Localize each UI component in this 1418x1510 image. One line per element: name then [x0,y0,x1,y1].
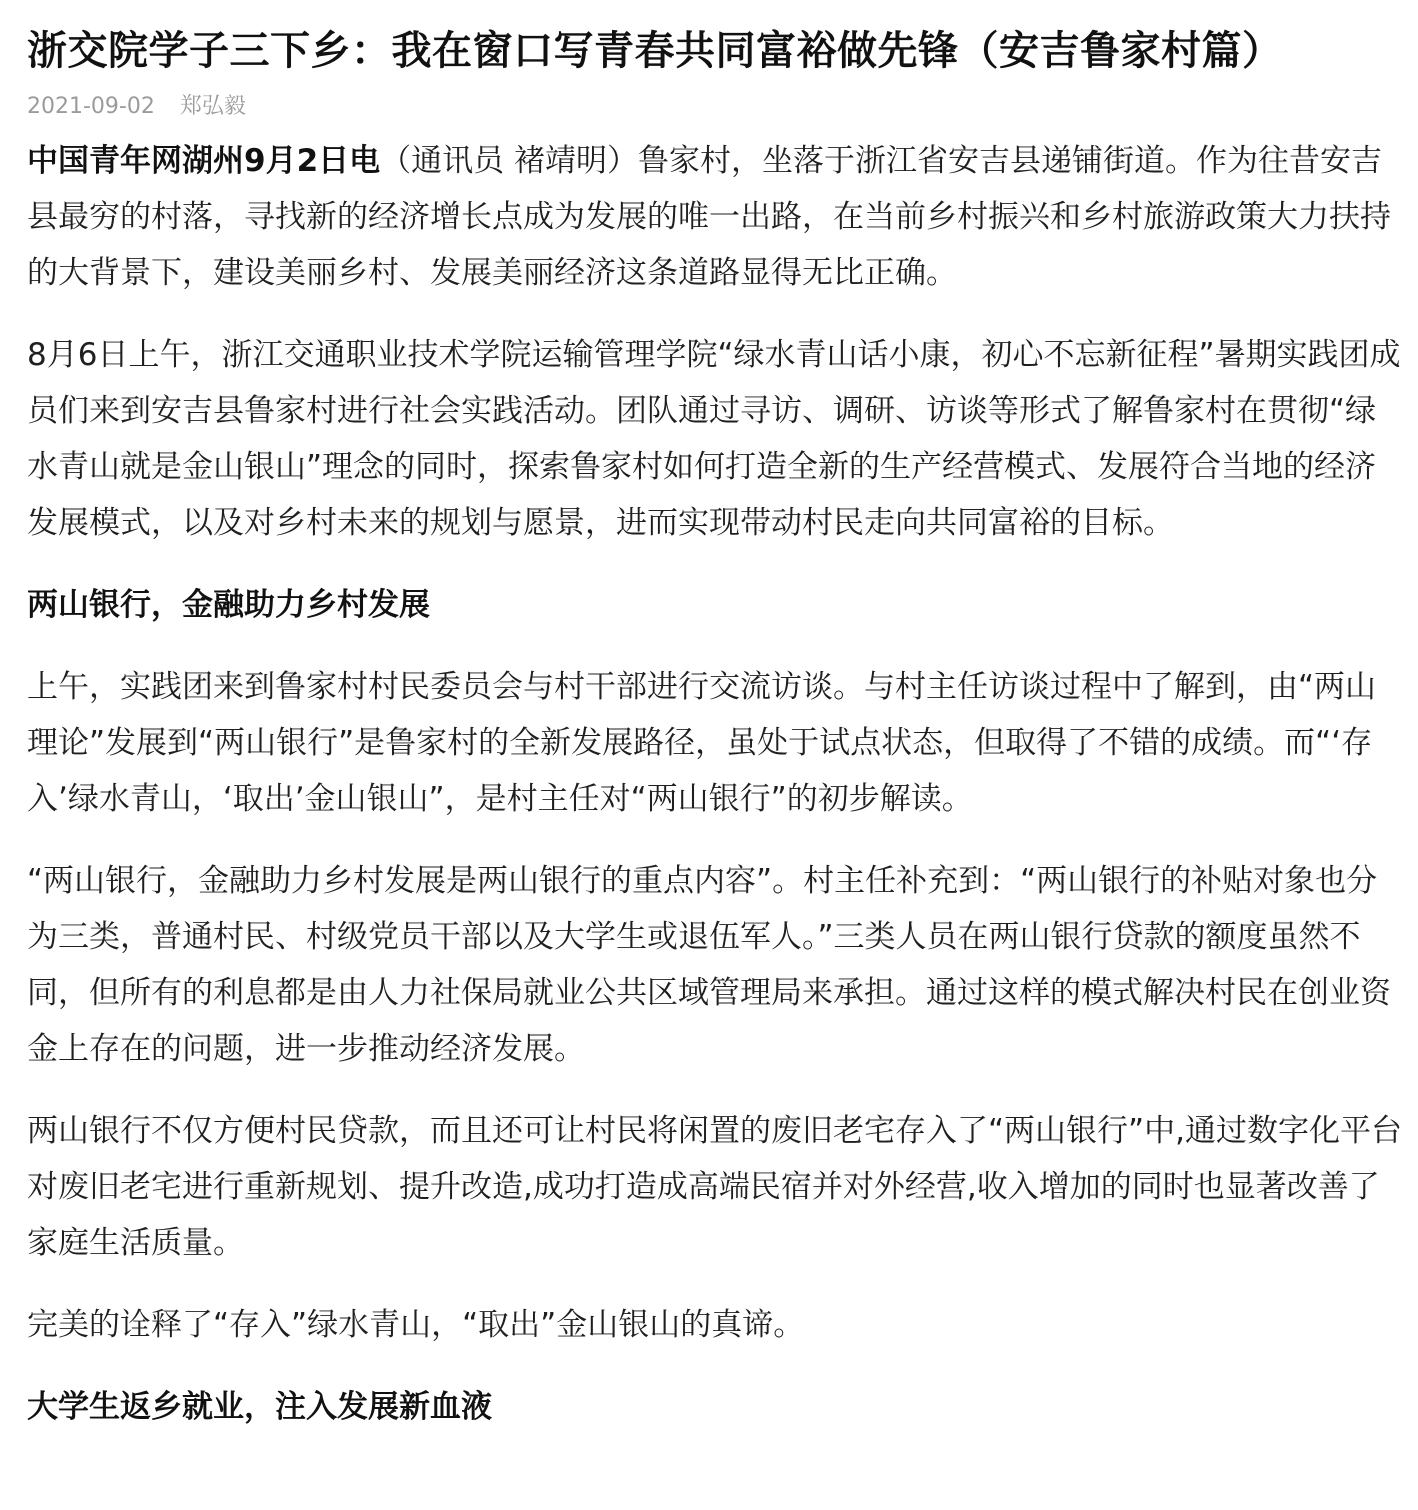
article [27,0,1407,1461]
paragraph-subsidy: “两山银行，金融助力乡村发展是两山银行的重点内容”。村主任补充到：“两山银行的补贴对象也分为三类，普通村民、村级党员干部以及大学生或退伍军人。”三类人员在两山银行贷款的额度虽然不同，但所有的利息都是由人力社保局就业公共区域管理局来承担。通过这样的模式解决村民在创业资金上存在的问题，进一步推动经济发展。 [27,863,1391,1067]
lead-text: （通讯员 褚靖明）鲁家村，坐落于浙江省安吉县递铺街道。作为往昔安吉县最穷的村落，寻找新的经济增长点成为发展的唯一出路，在当前乡村振兴和乡村旅游政策大力扶持的大背景下，建设美丽乡村、发展美丽经济这条道路显得无比正确。 [27,143,1391,291]
lead-source: 中国青年网湖州9月2日电 [27,143,381,179]
paragraph-interview: 上午，实践团来到鲁家村村民委员会与村干部进行交流访谈。与村主任访谈过程中了解到，由“两山理论”发展到“两山银行”是鲁家村的全新发展路径，虽处于试点状态，但取得了不错的成绩。而“‘存入’绿水青山，‘取出’金山银山”，是村主任对“两山银行”的初步解读。 [27,669,1377,817]
publish-date: 2021-09-02 [27,94,155,119]
section-heading-liangshan-bank: 两山银行，金融助力乡村发展 [27,587,430,623]
article-title: 浙交院学子三下乡：我在窗口写青春共同富裕做先锋（安吉鲁家村篇） [27,28,1283,74]
paragraph-interpretation: 完美的诠释了“存入”绿水青山，“取出”金山银山的真谛。 [27,1307,805,1343]
lead-paragraph [27,133,1407,301]
section-heading-graduates: 大学生返乡就业，注入发展新血液 [27,1389,492,1425]
author-name: 郑弘毅 [179,94,246,119]
article-meta [27,92,1407,122]
paragraph-old-houses: 两山银行不仅方便村民贷款，而且还可让村民将闲置的废旧老宅存入了“两山银行”中,通过数字化平台对废旧老宅进行重新规划、提升改造,成功打造成高端民宿并对外经营,收入增加的同时也显著改善了家庭生活质量。 [27,1113,1402,1261]
article-body [27,133,1407,1435]
paragraph-practice-team: 8月6日上午，浙江交通职业技术学院运输管理学院“绿水青山话小康，初心不忘新征程”暑期实践团成员们来到安吉县鲁家村进行社会实践活动。团队通过寻访、调研、访谈等形式了解鲁家村在贯彻“绿水青山就是金山银山”理念的同时，探索鲁家村如何打造全新的生产经营模式、发展符合当地的经济发展模式，以及对乡村未来的规划与愿景，进而实现带动村民走向共同富裕的目标。 [27,337,1401,541]
